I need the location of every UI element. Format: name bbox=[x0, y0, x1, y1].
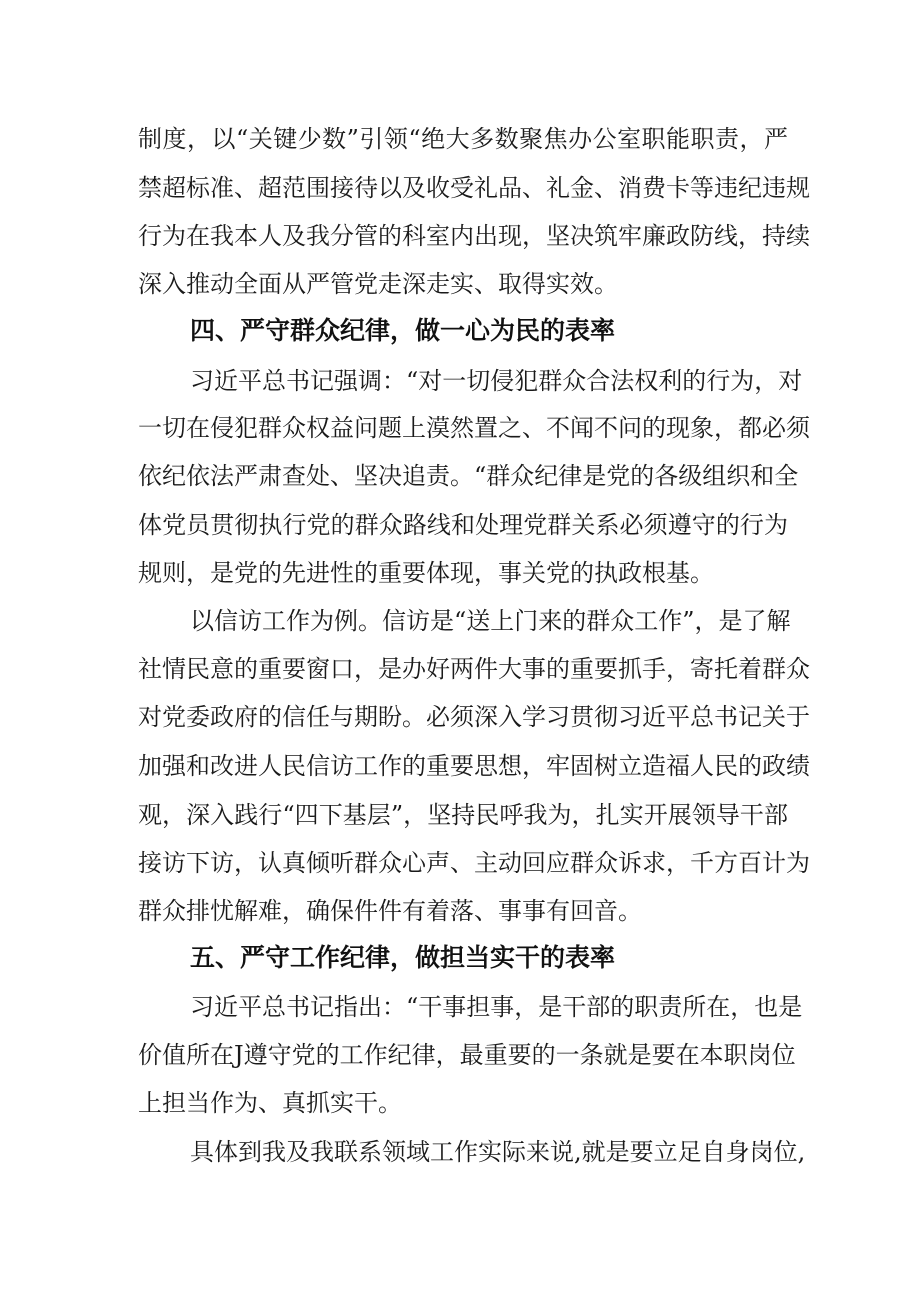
paragraph-1-line-3: 行为在我本人及我分管的科室内出现，坚决筑牢廉政防线，持续 bbox=[138, 222, 810, 250]
paragraph-3-line-5: 观，深入践行“四下基层”，坚持民呼我为，扎实开展领导干部 bbox=[138, 801, 788, 829]
paragraph-3-line-3: 对党委政府的信任与期盼。必须深入学习贯彻习近平总书记关于 bbox=[138, 703, 810, 731]
paragraph-2-line-3: 依纪依法严肃查处、坚决追责。“群众纪律是党的各级组织和全 bbox=[138, 462, 799, 490]
paragraph-3-line-6: 接访下访，认真倾听群众心声、主动回应群众诉求，千方百计为 bbox=[138, 849, 810, 877]
section-heading-5: 五、严守工作纪律，做担当实干的表率 bbox=[190, 943, 616, 972]
paragraph-2-line-1: 习近平总书记强调：“对一切侵犯群众合法权利的行为，对 bbox=[190, 367, 803, 395]
paragraph-2-line-4: 体党员贯彻执行党的群众路线和处理党群关系必须遵守的行为 bbox=[138, 511, 788, 539]
section-heading-4: 四、严守群众纪律，做一心为民的表率 bbox=[190, 316, 616, 345]
paragraph-1-line-4: 深入推动全面从严管党走深走实、取得实效。 bbox=[138, 270, 618, 298]
paragraph-2-line-5: 规则，是党的先进性的重要体现，事关党的执政根基。 bbox=[138, 559, 714, 587]
paragraph-3-line-4: 加强和改进人民信访工作的重要思想，牢固树立造福人民的政绩 bbox=[138, 752, 810, 780]
paragraph-4-line-3: 上担当作为、真抓实干。 bbox=[138, 1089, 402, 1117]
paragraph-5-line-1: 具体到我及我联系领域工作实际来说,就是要立足自身岗位, bbox=[190, 1138, 806, 1166]
paragraph-1-line-1: 制度，以“关键少数”引领“绝大多数聚焦办公室职能职责，严 bbox=[138, 125, 788, 153]
paragraph-3-line-2: 社情民意的重要窗口，是办好两件大事的重要抓手，寄托着群众 bbox=[138, 655, 810, 683]
paragraph-3-line-7: 群众排忧解难，确保件件有着落、事事有回音。 bbox=[138, 897, 642, 925]
paragraph-2-line-2: 一切在侵犯群众权益问题上漠然置之、不闻不问的现象，都必须 bbox=[138, 414, 810, 442]
paragraph-4-line-1: 习近平总书记指出：“干事担事，是干部的职责所在，也是 bbox=[190, 993, 803, 1021]
paragraph-3-line-1: 以信访工作为例。信访是“送上门来的群众工作”，是了解 bbox=[190, 607, 791, 635]
paragraph-4-line-2: 价值所在J遵守党的工作纪律，最重要的一条就是要在本职岗位 bbox=[138, 1041, 796, 1069]
paragraph-1-line-2: 禁超标准、超范围接待以及收受礼品、礼金、消费卡等违纪违规 bbox=[138, 174, 810, 202]
